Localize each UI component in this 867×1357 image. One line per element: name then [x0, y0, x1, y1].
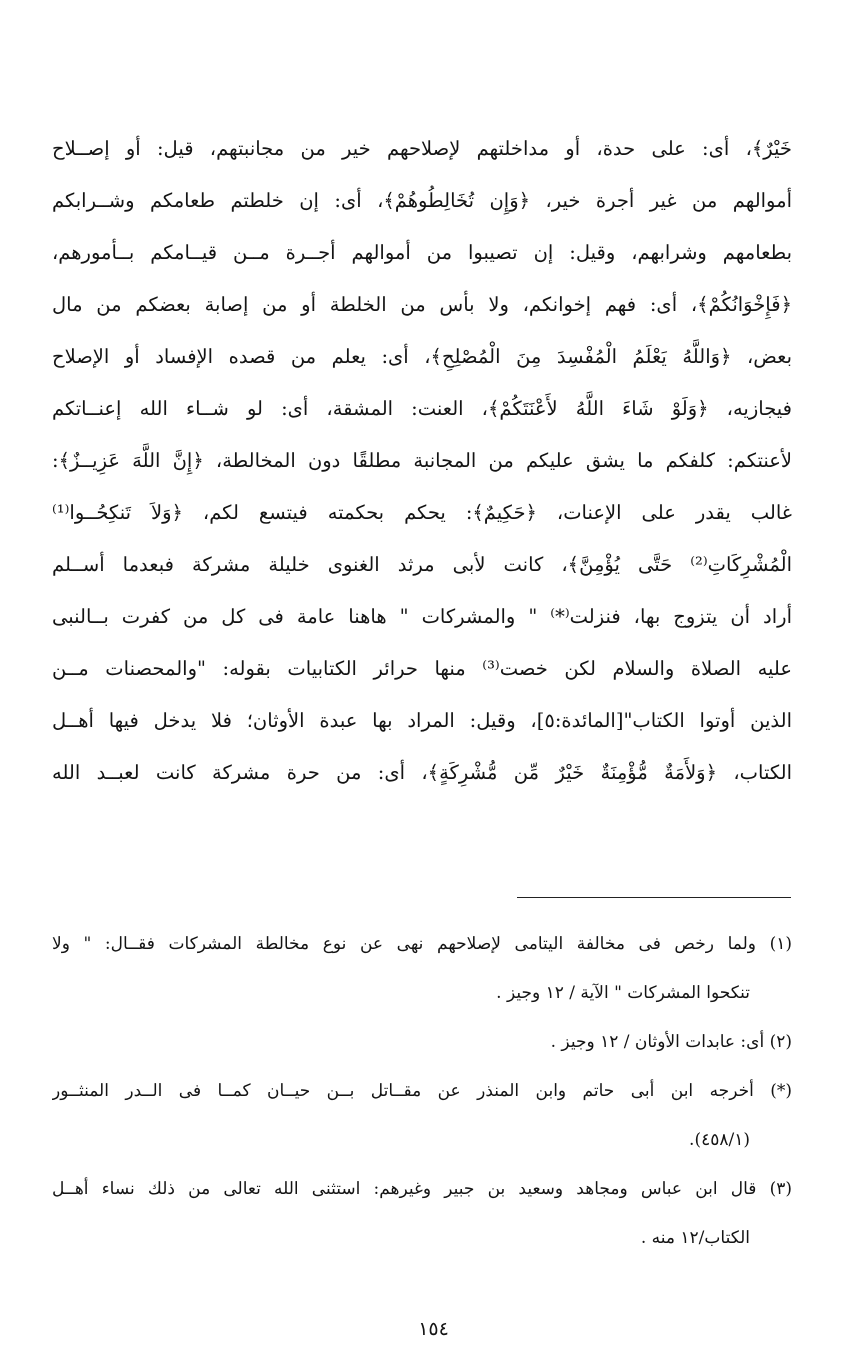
- page-number: ١٥٤: [418, 1318, 449, 1340]
- text-line: لأعنتكم: كلفكم ما يشق عليكم من المجانبة مطلقًا دون المخالطة، ﴿إِنَّ اللَّهَ عَزِيــزٌ﴾:: [52, 449, 792, 472]
- footnote: [52, 1165, 792, 1263]
- footnote-line: (١) ولما رخص فى مخالفة اليتامى لإصلاحهم نهى عن نوع مخالطة المشركات فقــال: " ولا: [52, 934, 792, 954]
- text-line: الذين أوتوا الكتاب"[المائدة:٥]، وقيل: المراد بها عبدة الأوثان؛ فلا يدخل فيها أهــل: [52, 709, 792, 732]
- footnote-line: (٣) قال ابن عباس ومجاهد وسعيد بن جبير وغيرهم: استثنى الله تعالى من ذلك نساء أهــل: [52, 1179, 792, 1199]
- footnotes: [52, 920, 792, 1263]
- text-line: الْمُشْرِكَاتِ⁽²⁾ حَتَّى يُؤْمِنَّ﴾، كانت لأبى مرثد الغنوى خليلة مشركة فبعدما أســلم: [52, 553, 792, 576]
- footnote-line: (٢) أى: عابدات الأوثان / ١٢ وجيز .: [550, 1032, 792, 1052]
- text-line: بطعامهم وشرابهم، وقيل: إن تصيبوا من أموالهم أجــرة مــن قيــامكم بــأمورهم،: [52, 241, 792, 264]
- footnote-line: تنكحوا المشركات " الآية / ١٢ وجيز .: [496, 983, 750, 1003]
- text-line: أموالهم من غير أجرة خير، ﴿وَإِن تُخَالِطُوهُمْ﴾، أى: إن خلطتم طعامكم وشــرابكم: [52, 189, 792, 212]
- footnote-divider: [517, 897, 791, 898]
- footnote: [52, 1018, 792, 1067]
- footnote-line: (*) أخرجه ابن أبى حاتم وابن المنذر عن مقــاتل بــن حيــان كمــا فى الــدر المنثــور: [52, 1081, 792, 1101]
- main-text: [52, 123, 792, 799]
- text-line: خَيْرٌ﴾، أى: على حدة، أو مداخلتهم لإصلاحهم خير من مجانبتهم، قيل: أو إصــلاح: [52, 137, 792, 160]
- text-line: بعض، ﴿وَاللَّهُ يَعْلَمُ الْمُفْسِدَ مِنَ الْمُصْلِحِ﴾، أى: يعلم من قصده الإفساد أو الإصلاح: [52, 345, 792, 368]
- footnote-line: الكتاب/١٢ منه .: [640, 1228, 750, 1248]
- text-line: غالب يقدر على الإعنات، ﴿حَكِيمٌ﴾: يحكم بحكمته فيتسع لكم، ﴿وَلاَ تَنكِحُــوا⁽¹⁾: [52, 501, 792, 524]
- text-line: فيجازيه، ﴿وَلَوْ شَاءَ اللَّهُ لأَعْنَتَكُمْ﴾، العنت: المشقة، أى: لو شــاء الله إعنــاتكم: [52, 397, 792, 420]
- text-line: ﴿فَإِخْوَانُكُمْ﴾، أى: فهم إخوانكم، ولا بأس من الخلطة أو من إصابة بعضكم من مال: [52, 293, 792, 316]
- footnote: [52, 920, 792, 1018]
- footnote: [52, 1067, 792, 1165]
- footnote-line: (٤٥٨/١).: [689, 1130, 750, 1150]
- text-line: أراد أن يتزوج بها، فنزلت⁽*⁾ " والمشركات " هاهنا عامة فى كل من كفرت بــالنبى: [52, 605, 792, 628]
- text-line: الكتاب، ﴿وَلأَمَةٌ مُّؤْمِنَةٌ خَيْرٌ مِّن مُّشْرِكَةٍ﴾، أى: من حرة مشركة كانت لعبــد الله: [52, 761, 792, 784]
- text-line: عليه الصلاة والسلام لكن خصت⁽³⁾ منها حرائر الكتابيات بقوله: "والمحصنات مــن: [52, 657, 792, 680]
